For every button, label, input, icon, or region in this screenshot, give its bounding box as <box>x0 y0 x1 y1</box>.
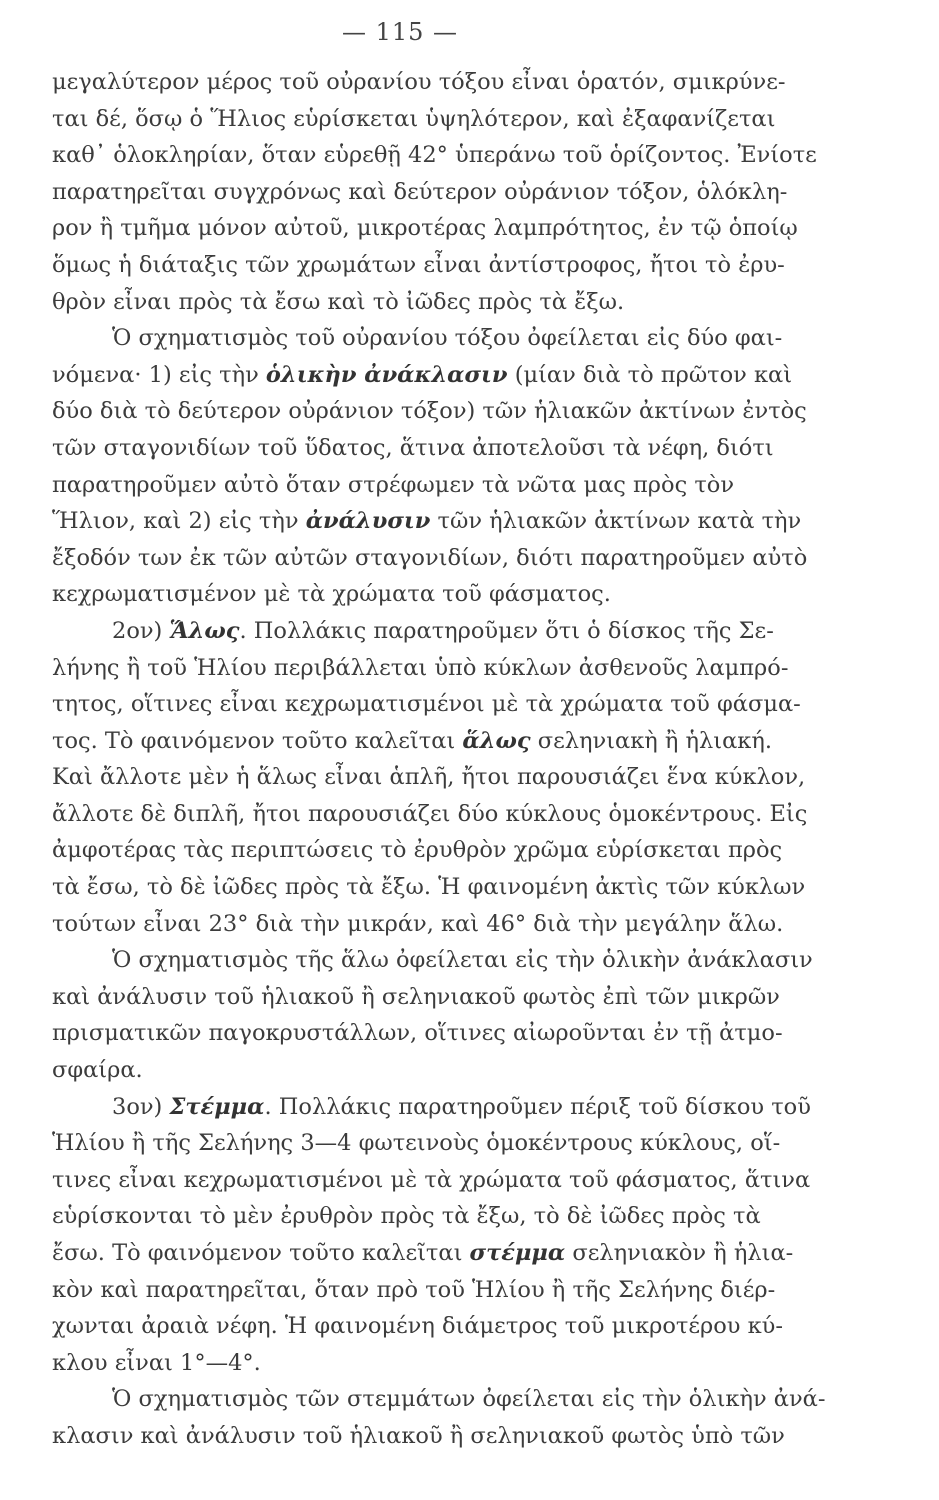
text-line <box>52 320 832 357</box>
text-line <box>52 832 832 869</box>
text-line <box>52 1125 832 1162</box>
text-line <box>52 1198 832 1235</box>
line-text: τητος, οἵτινες εἶναι κεχρωματισμένοι μὲ τὰ χρώματα τοῦ φάσμα- <box>52 691 801 718</box>
text-line <box>52 869 832 906</box>
text-line <box>52 942 832 979</box>
line-text: Ὁ σχηματισμὸς τῶν στεμμάτων ὀφείλεται εἰς τὴν ὁλικὴν ἀνά- <box>112 1386 826 1413</box>
emphasized-term: ὁλικὴν ἀνάκλασιν <box>265 361 508 388</box>
line-text: σεληνιακὸν ἢ ἡλια- <box>565 1240 794 1266</box>
text-line <box>52 503 832 540</box>
text-line <box>52 979 832 1016</box>
line-text: (μίαν διὰ τὸ πρῶτον καὶ <box>507 361 793 388</box>
text-line <box>52 540 832 577</box>
line-text: πρισματικῶν παγοκρυστάλλων, οἵτινες αἰωροῦνται ἐν τῇ ἀτμο- <box>52 1020 783 1047</box>
text-line <box>52 467 832 504</box>
line-text: . Πολλάκις παρατηροῦμεν ὅτι ὁ δίσκος τῆς Σε- <box>239 617 774 644</box>
line-text: μεγαλύτερον μέρος τοῦ οὐρανίου τόξου εἶναι ὁρατόν, σμικρύνε- <box>52 69 786 95</box>
line-text: τινες εἶναι κεχρωματισμένοι μὲ τὰ χρώματα τοῦ φάσματος, ἅτινα <box>52 1166 811 1193</box>
line-text: τούτων εἶναι 23° διὰ τὴν μικράν, καὶ 46° διὰ τὴν μεγάλην ἅλω. <box>52 910 784 937</box>
line-text: . Πολλάκις παρατηροῦμεν πέριξ τοῦ δίσκου τοῦ <box>264 1093 811 1120</box>
line-text: λήνης ἢ τοῦ Ἡλίου περιβάλλεται ὑπὸ κύκλων ἀσθενοῦς λαμπρό- <box>52 654 789 681</box>
line-text: τὰ ἔσω, τὸ δὲ ἰῶδες πρὸς τὰ ἔξω. Ἡ φαινομένη ἀκτὶς τῶν κύκλων <box>52 874 806 901</box>
text-line <box>52 101 832 138</box>
line-text: ὅμως ἡ διάταξις τῶν χρωμάτων εἶναι ἀντίστροφος, ἤτοι τὸ ἐρυ- <box>52 251 785 278</box>
emphasized-term: Ἅλως <box>169 617 240 644</box>
line-text: ἄλλοτε δὲ διπλῆ, ἤτοι παρουσιάζει δύο κύκλους ὁμοκέντρους. Εἰς <box>52 800 808 827</box>
line-text: θρὸν εἶναι πρὸς τὰ ἔσω καὶ τὸ ἰῶδες πρὸς τὰ ἔξω. <box>52 288 625 315</box>
text-line <box>52 1162 832 1199</box>
line-text: ἔσω. Τὸ φαινόμενον τοῦτο καλεῖται <box>52 1240 470 1266</box>
line-text: παρατηροῦμεν αὐτὸ ὅταν στρέφωμεν τὰ νῶτα μας πρὸς τὸν <box>52 471 734 498</box>
text-line <box>52 1015 832 1052</box>
body-text <box>52 64 832 1455</box>
line-text: ται δέ, ὅσῳ ὁ Ἥλιος εὑρίσκεται ὑψηλότερον, καὶ ἐξαφανίζεται <box>52 105 776 132</box>
text-line <box>52 393 832 430</box>
line-text: Καὶ ἄλλοτε μὲν ἡ ἅλως εἶναι ἁπλῆ, ἤτοι παρουσιάζει ἕνα κύκλον, <box>52 764 806 791</box>
line-text: τῶν σταγονιδίων τοῦ ὕδατος, ἅτινα ἀποτελοῦσι τὰ νέφη, διότι <box>52 434 774 461</box>
emphasized-term: ἀνάλυσιν <box>305 508 431 535</box>
line-text: χωνται ἀραιὰ νέφη. Ἡ φαινομένη διάμετρος τοῦ μικροτέρου κύ- <box>52 1313 783 1340</box>
text-line <box>52 1418 832 1455</box>
text-line <box>52 650 832 687</box>
text-line <box>52 686 832 723</box>
line-text: ρον ἢ τμῆμα μόνον αὐτοῦ, μικροτέρας λαμπρότητος, ἐν τῷ ὁποίῳ <box>52 215 798 242</box>
line-text: Ἥλιον, καὶ 2) εἰς τὴν <box>52 508 306 535</box>
text-line <box>52 247 832 284</box>
line-text: καθ᾿ ὁλοκληρίαν, ὅταν εὑρεθῇ 42° ὑπεράνω τοῦ ὁρίζοντος. Ἐνίοτε <box>52 142 817 169</box>
line-text: Ἡλίου ἢ τῆς Σελήνης 3—4 φωτεινοὺς ὁμοκέντρους κύκλους, οἵ- <box>52 1130 781 1157</box>
text-line <box>52 723 832 760</box>
line-text: 3ον) <box>112 1093 170 1120</box>
line-text: κεχρωματισμένον μὲ τὰ χρώματα τοῦ φάσματος. <box>52 581 611 608</box>
text-line <box>52 613 832 650</box>
text-line <box>52 1272 832 1309</box>
text-line <box>52 64 832 101</box>
text-line <box>52 1089 832 1126</box>
text-line <box>52 759 832 796</box>
line-text: νόμενα· 1) εἰς τὴν <box>52 361 266 388</box>
line-text: τῶν ἡλιακῶν ἀκτίνων κατὰ τὴν <box>430 508 802 535</box>
text-line <box>52 284 832 321</box>
line-text: Ὁ σχηματισμὸς τῆς ἅλω ὀφείλεται εἰς τὴν ὁλικὴν ἀνάκλασιν <box>112 947 813 974</box>
text-line <box>52 210 832 247</box>
text-line <box>52 576 832 613</box>
line-text: σφαίρα. <box>52 1057 143 1084</box>
text-line <box>52 1345 832 1382</box>
line-text: παρατηρεῖται συγχρόνως καὶ δεύτερον οὐράνιον τόξον, ὁλόκλη- <box>52 178 788 205</box>
text-line <box>52 1052 832 1089</box>
line-text: κλου εἶναι 1°—4°. <box>52 1349 261 1376</box>
text-line <box>52 430 832 467</box>
line-text: σεληνιακὴ ἢ ἡλιακή. <box>530 727 772 754</box>
text-line <box>52 1308 832 1345</box>
line-text: ἀμφοτέρας τὰς περιπτώσεις τὸ ἐρυθρὸν χρῶμα εὑρίσκεται πρὸς <box>52 837 783 864</box>
text-line <box>52 906 832 943</box>
line-text: κὸν καὶ παρατηρεῖται, ὅταν πρὸ τοῦ Ἡλίου ἢ τῆς Σελήνης διέρ- <box>52 1276 776 1303</box>
line-text: εὑρίσκονται τὸ μὲν ἐρυθρὸν πρὸς τὰ ἔξω, τὸ δὲ ἰῶδες πρὸς τὰ <box>52 1203 761 1230</box>
line-text: ἔξοδόν των ἐκ τῶν αὐτῶν σταγονιδίων, διότι παρατηροῦμεν αὐτὸ <box>52 544 808 571</box>
line-text: Ὁ σχηματισμὸς τοῦ οὐρανίου τόξου ὀφείλεται εἰς δύο φαι- <box>112 325 783 352</box>
text-line <box>52 137 832 174</box>
text-line <box>52 1235 832 1272</box>
line-text: κλασιν καὶ ἀνάλυσιν τοῦ ἡλιακοῦ ἢ σεληνιακοῦ φωτὸς ὑπὸ τῶν <box>52 1422 785 1449</box>
emphasized-term: ἅλως <box>462 727 531 754</box>
text-line <box>52 796 832 833</box>
line-text: δύο διὰ τὸ δεύτερον οὐράνιον τόξον) τῶν ἡλιακῶν ἀκτίνων ἐντὸς <box>52 398 807 425</box>
text-line <box>52 1381 832 1418</box>
line-text: τος. Τὸ φαινόμενον τοῦτο καλεῖται <box>52 727 463 754</box>
page-number: — 115 — <box>341 18 459 46</box>
line-text: 2ον) <box>112 617 170 644</box>
emphasized-term: Στέμμα <box>169 1093 265 1120</box>
line-text: καὶ ἀνάλυσιν τοῦ ἡλιακοῦ ἢ σεληνιακοῦ φωτὸς ἐπὶ τῶν μικρῶν <box>52 983 780 1010</box>
emphasized-term: στέμμα <box>469 1240 566 1266</box>
text-line <box>52 357 832 394</box>
text-line <box>52 174 832 211</box>
